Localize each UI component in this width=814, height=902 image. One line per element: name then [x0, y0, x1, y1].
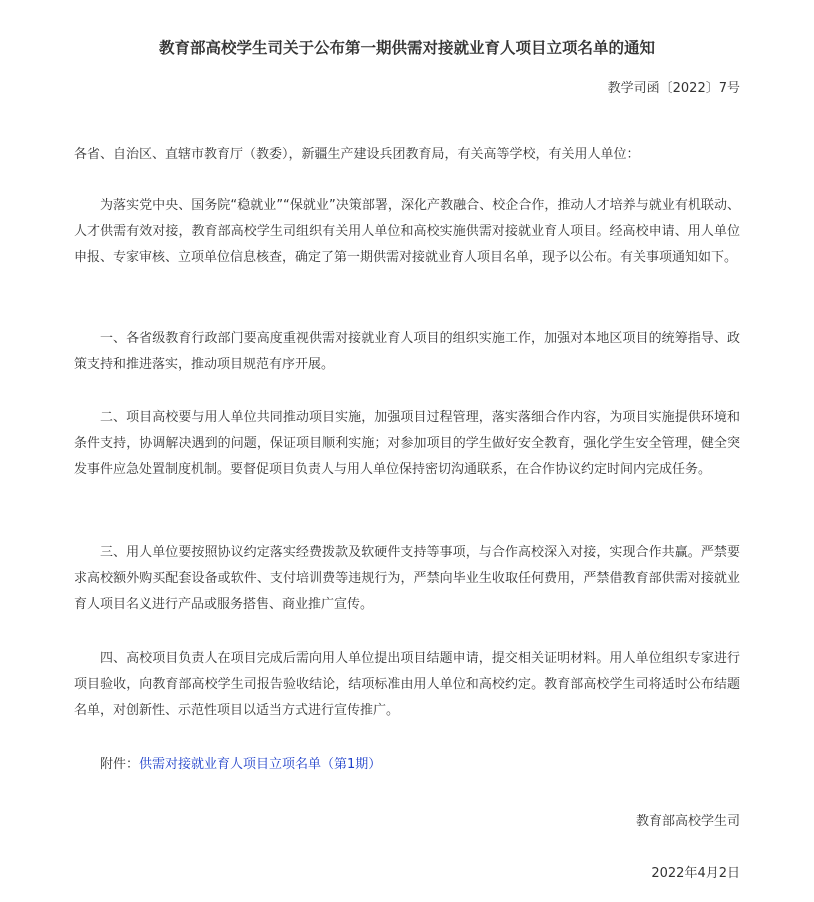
item-3-paragraph: 三、用人单位要按照协议约定落实经费拨款及软硬件支持等事项，与合作高校深入对接，实现合作共赢。严禁要求高校额外购买配套设备或软件、支付培训费等违规行为，严禁向毕业生收取任何费用，严禁借教育部供需对接就业育人项目名义进行产品或服务搭售、商业推广宣传。 [74, 545, 740, 612]
item-2-paragraph: 二、项目高校要与用人单位共同推动项目实施，加强项目过程管理，落实落细合作内容，为项目实施提供环境和条件支持，协调解决遇到的问题，保证项目顺利实施；对参加项目的学生做好安全教育，强化学生安全管理，健全突发事件应急处置制度机制。要督促项目负责人与用人单位保持密切沟通联系，在合作协议约定时间内完成任务。 [74, 410, 740, 477]
attachment-prefix: 附件： [100, 757, 140, 772]
document-title: 教育部高校学生司关于公布第一期供需对接就业育人项目立项名单的通知 [158, 39, 655, 57]
intro-paragraph: 为落实党中央、国务院“稳就业”“保就业”决策部署，深化产教融合、校企合作，推动人才培养与就业有机联动、人才供需有效对接，教育部高校学生司组织有关用人单位和高校实施供需对接就业育人项目。经高校申请、用人单位申报、专家审核、立项单位信息核查，确定了第一期供需对接就业育人项目名单，现予以公布。有关事项通知如下。 [74, 198, 740, 265]
item-1-paragraph: 一、各省级教育行政部门要高度重视供需对接就业育人项目的组织实施工作，加强对本地区项目的统筹指导、政策支持和推进落实，推动项目规范有序开展。 [74, 331, 740, 372]
signer: 教育部高校学生司 [635, 814, 740, 829]
document-number: 教学司函〔2022〕7号 [607, 81, 740, 96]
attachment-link[interactable]: 供需对接就业育人项目立项名单（第1期） [139, 757, 382, 772]
issue-date: 2022年4月2日 [651, 866, 740, 881]
attachment-line [100, 752, 381, 778]
item-4-paragraph: 四、高校项目负责人在项目完成后需向用人单位提出项目结题申请，提交相关证明材料。用人单位组织专家进行项目验收，向教育部高校学生司报告验收结论，结项标准由用人单位和高校约定。教育部高校学生司将适时公布结题名单，对创新性、示范性项目以适当方式进行宣传推广。 [74, 651, 740, 718]
salutation: 各省、自治区、直辖市教育厅（教委），新疆生产建设兵团教育局，有关高等学校，有关用人单位： [74, 147, 640, 162]
